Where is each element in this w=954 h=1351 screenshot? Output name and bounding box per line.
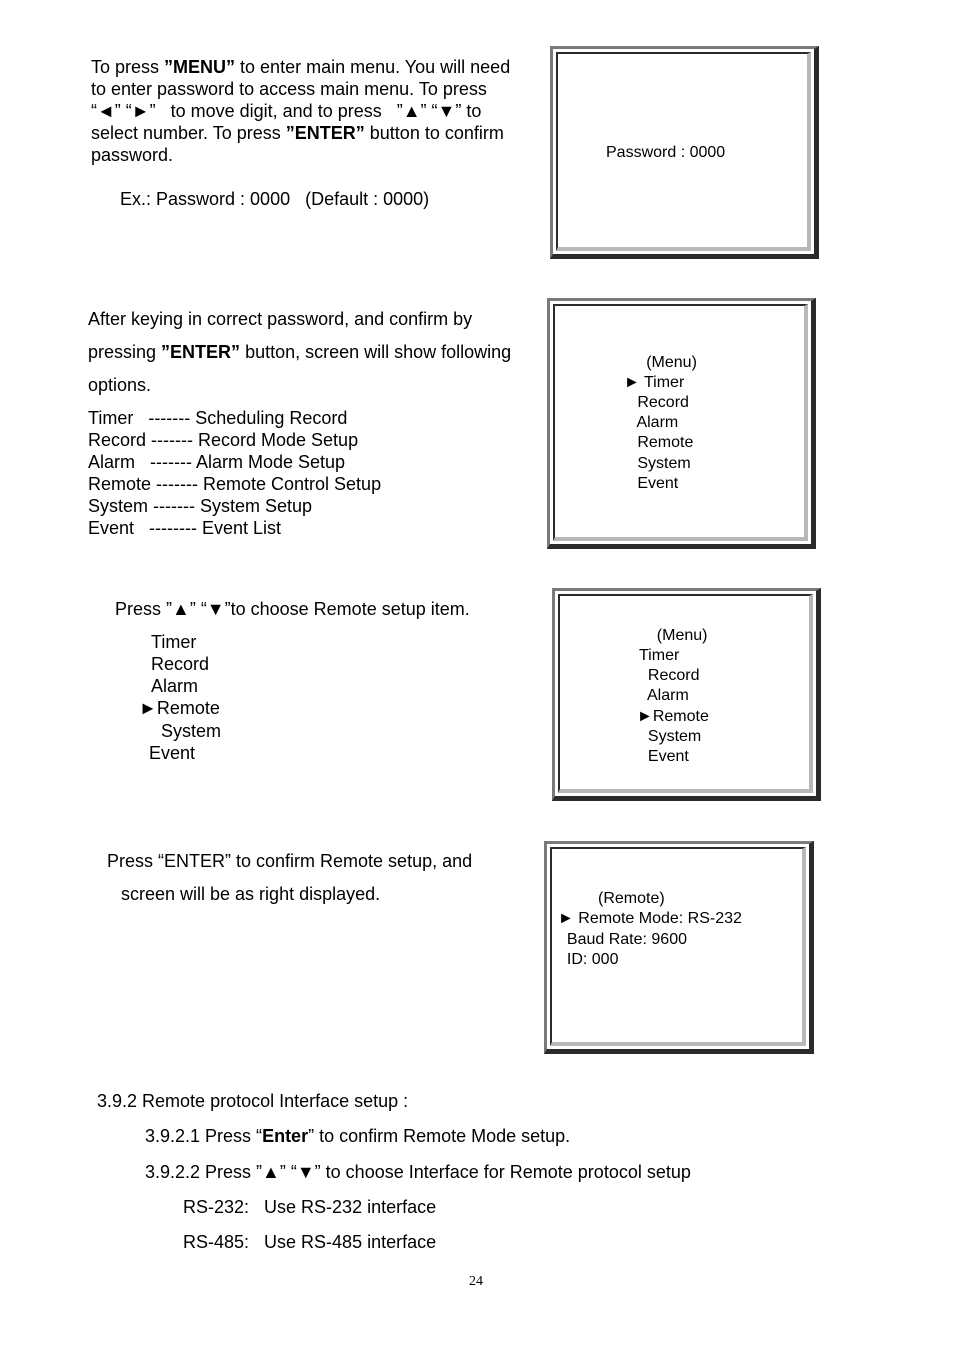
screen-line-timer: ► Timer (624, 374, 685, 391)
menu-option-system: System ------- System Setup (88, 496, 313, 516)
screen-line-timer: Timer (639, 647, 680, 664)
screen-line-id: ID: 000 (558, 951, 619, 968)
menu-intro-line3: options. (88, 375, 152, 395)
remote-setup-screen (544, 841, 814, 1054)
enter-key-label: ”ENTER” (161, 342, 241, 362)
password-screen (550, 46, 819, 259)
text-span: pressing (88, 342, 162, 362)
screen-line-remote: Remote (624, 434, 694, 451)
screen-line-record: Record (639, 667, 700, 684)
screen-line-system: System (639, 728, 702, 745)
item-event: Event (149, 743, 196, 763)
text-span: to enter main menu. You will need (235, 57, 511, 77)
screen-line-baud-rate: Baud Rate: 9600 (558, 931, 687, 948)
main-menu-screen (547, 298, 816, 549)
screen-line-event: Event (639, 748, 689, 765)
screen-line-menu-title: (Menu) (639, 627, 708, 644)
menu-option-timer: Timer ------- Scheduling Record (88, 408, 348, 428)
item-system: System (161, 721, 222, 741)
password-instruction-line4 (91, 122, 504, 144)
menu-intro-line1: After keying in correct password, and confirm by (88, 309, 473, 329)
option-rs485: RS-485: Use RS-485 interface (183, 1232, 437, 1252)
screen-line-event: Event (624, 475, 679, 492)
password-instruction-line2: to enter password to access main menu. To press (91, 79, 487, 99)
screen-line-remote: ►Remote (637, 708, 709, 725)
screen-line-system: System (624, 455, 691, 472)
menu-option-remote: Remote ------- Remote Control Setup (88, 474, 382, 494)
item-timer: Timer (151, 632, 197, 652)
screen-line-record: Record (624, 394, 689, 411)
screen-line-remote-mode: ► Remote Mode: RS-232 (558, 910, 742, 927)
item-record: Record (151, 654, 210, 674)
menu-option-event: Event -------- Event List (88, 518, 282, 538)
text-span: 3.9.2.1 Press “ (145, 1126, 263, 1146)
remote-confirm-line2: screen will be as right displayed. (121, 884, 381, 904)
page-number: 24 (469, 1274, 483, 1289)
menu-option-alarm: Alarm ------- Alarm Mode Setup (88, 452, 346, 472)
text-span: button to confirm (364, 123, 504, 143)
screen-line-alarm: Alarm (624, 414, 679, 431)
enter-key-label: ”ENTER” (285, 123, 365, 143)
text-span: ” to confirm Remote Mode setup. (308, 1126, 571, 1146)
section-heading: 3.9.2 Remote protocol Interface setup : (97, 1091, 409, 1111)
menu-intro-line2 (88, 341, 511, 363)
password-instruction-line5: password. (91, 145, 174, 165)
choose-remote-instruction: Press ”▲” “▼”to choose Remote setup item. (115, 599, 470, 619)
enter-key-label: Enter (262, 1126, 309, 1146)
step-3-9-2-2: 3.9.2.2 Press ”▲” “▼” to choose Interface for Remote protocol setup (145, 1162, 691, 1182)
screen-bevel (553, 304, 808, 541)
text-span: To press (91, 57, 165, 77)
screen-line-menu-title: (Menu) (624, 354, 697, 371)
password-instruction-line1 (91, 56, 510, 78)
screen-line-remote-title: (Remote) (558, 890, 665, 907)
item-alarm: Alarm (151, 676, 199, 696)
password-example: Ex.: Password : 0000 (Default : 0000) (120, 189, 430, 209)
screen-line-alarm: Alarm (639, 687, 689, 704)
text-span: select number. To press (91, 123, 286, 143)
remote-select-screen (552, 588, 821, 801)
password-screen-text: Password : 0000 (606, 144, 726, 161)
option-rs232: RS-232: Use RS-232 interface (183, 1197, 437, 1217)
password-instruction-line3: “◄” “►” to move digit, and to press ”▲” “▼” to (91, 101, 482, 121)
text-span: button, screen will show following (240, 342, 512, 362)
step-3-9-2-1 (145, 1125, 570, 1147)
item-remote-selected: ►Remote (139, 698, 220, 718)
menu-key-label: ”MENU” (164, 57, 236, 77)
remote-confirm-line1: Press “ENTER” to confirm Remote setup, and (107, 851, 473, 871)
menu-option-record: Record ------- Record Mode Setup (88, 430, 359, 450)
